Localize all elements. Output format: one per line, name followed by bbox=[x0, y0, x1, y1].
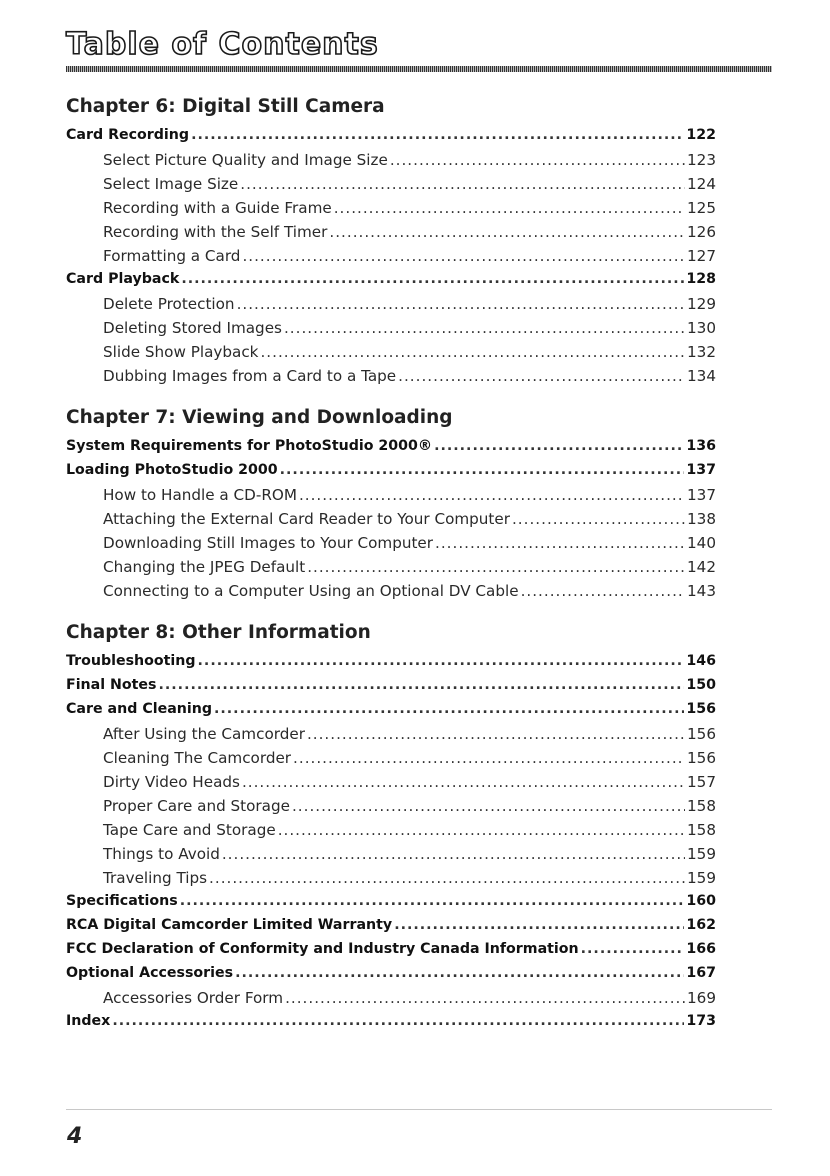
toc-subsection-entry[interactable] bbox=[66, 247, 716, 271]
toc-page-number: 130 bbox=[687, 319, 716, 337]
toc-subsection-entry[interactable] bbox=[66, 510, 716, 534]
toc-section-entry[interactable] bbox=[66, 127, 716, 151]
toc-page-number: 123 bbox=[687, 151, 716, 169]
dot-leader bbox=[299, 486, 685, 504]
dot-leader bbox=[284, 319, 685, 337]
toc-section-entry[interactable] bbox=[66, 893, 716, 917]
toc-entry-label: Final Notes bbox=[66, 677, 157, 693]
toc-entry-label: Select Image Size bbox=[103, 175, 239, 193]
toc-page-number: 142 bbox=[687, 558, 716, 576]
toc-entry-label: After Using the Camcorder bbox=[103, 725, 305, 743]
toc-page-number: 136 bbox=[686, 438, 716, 454]
toc-page-number: 166 bbox=[686, 941, 716, 957]
dot-leader bbox=[435, 534, 685, 552]
dot-leader bbox=[209, 869, 685, 887]
toc-entry-label: Recording with a Guide Frame bbox=[103, 199, 332, 217]
dot-leader bbox=[278, 821, 685, 839]
dot-leader bbox=[285, 989, 685, 1007]
toc-page-number: 140 bbox=[687, 534, 716, 552]
toc-section-entry[interactable] bbox=[66, 965, 716, 989]
toc-subsection-entry[interactable] bbox=[66, 582, 716, 606]
toc-entry-label: Proper Care and Storage bbox=[103, 797, 290, 815]
toc-subsection-entry[interactable] bbox=[66, 989, 716, 1013]
toc-entry-label: Cleaning The Camcorder bbox=[103, 749, 292, 767]
dot-leader bbox=[398, 367, 685, 385]
toc-subsection-entry[interactable] bbox=[66, 486, 716, 510]
dot-leader bbox=[521, 582, 685, 600]
toc-entry-label: Troubleshooting bbox=[66, 653, 196, 669]
toc-entry-label: System Requirements for PhotoStudio 2000® bbox=[66, 438, 433, 454]
dot-leader bbox=[191, 127, 684, 143]
toc-entry-label: Traveling Tips bbox=[103, 869, 208, 887]
dot-leader bbox=[260, 343, 685, 361]
toc-subsection-entry[interactable] bbox=[66, 749, 716, 773]
toc-entry-label: Slide Show Playback bbox=[103, 343, 259, 361]
toc-entry-label: Deleting Stored Images bbox=[103, 319, 282, 337]
toc-page-number: 158 bbox=[687, 797, 716, 815]
toc-entry-label: Downloading Still Images to Your Computer bbox=[103, 534, 434, 552]
toc-section-entry[interactable] bbox=[66, 1013, 716, 1037]
toc-page-number: 143 bbox=[687, 582, 716, 600]
chapter-heading: Chapter 6: Digital Still Camera bbox=[66, 96, 385, 117]
toc-subsection-entry[interactable] bbox=[66, 821, 716, 845]
toc-page-number: 146 bbox=[686, 653, 716, 669]
footer-rule bbox=[66, 1109, 772, 1110]
toc-subsection-entry[interactable] bbox=[66, 223, 716, 247]
chapter-heading: Chapter 7: Viewing and Downloading bbox=[66, 407, 453, 428]
toc-subsection-entry[interactable] bbox=[66, 869, 716, 893]
page-title: Table of Contents bbox=[66, 27, 379, 62]
toc-entry-label: Dirty Video Heads bbox=[103, 773, 240, 791]
toc-page-number: 138 bbox=[687, 510, 716, 528]
dot-leader bbox=[329, 223, 685, 241]
dot-leader bbox=[334, 199, 685, 217]
dot-leader bbox=[112, 1013, 684, 1029]
toc-page-number: 128 bbox=[686, 271, 716, 287]
dot-leader bbox=[581, 941, 685, 957]
toc-subsection-entry[interactable] bbox=[66, 845, 716, 869]
toc-subsection-entry[interactable] bbox=[66, 534, 716, 558]
toc-section-entry[interactable] bbox=[66, 677, 716, 701]
dot-leader bbox=[394, 917, 684, 933]
toc-entry-label: How to Handle a CD-ROM bbox=[103, 486, 297, 504]
toc-page-number: 137 bbox=[687, 486, 716, 504]
dot-leader bbox=[222, 845, 685, 863]
toc-page-number: 150 bbox=[686, 677, 716, 693]
toc-entry-label: Card Recording bbox=[66, 127, 190, 143]
dot-leader bbox=[242, 247, 685, 265]
toc-page-number: 173 bbox=[686, 1013, 716, 1029]
title-rule bbox=[66, 66, 772, 72]
toc-page-number: 124 bbox=[687, 175, 716, 193]
toc-section-entry[interactable] bbox=[66, 271, 716, 295]
dot-leader bbox=[434, 438, 684, 454]
toc-page-number: 156 bbox=[687, 725, 716, 743]
toc-page-number: 158 bbox=[687, 821, 716, 839]
toc-section-entry[interactable] bbox=[66, 941, 716, 965]
dot-leader bbox=[198, 653, 685, 669]
dot-leader bbox=[390, 151, 685, 169]
toc-page-number: 129 bbox=[687, 295, 716, 313]
toc-page-number: 125 bbox=[687, 199, 716, 217]
toc-entry-label: Things to Avoid bbox=[103, 845, 220, 863]
toc-subsection-entry[interactable] bbox=[66, 151, 716, 175]
toc-page-number: 159 bbox=[687, 845, 716, 863]
table-of-contents bbox=[66, 96, 716, 1037]
toc-entry-label: Index bbox=[66, 1013, 111, 1029]
dot-leader bbox=[237, 295, 685, 313]
toc-entry-label: Changing the JPEG Default bbox=[103, 558, 306, 576]
dot-leader bbox=[512, 510, 685, 528]
toc-section-entry[interactable] bbox=[66, 701, 716, 725]
toc-entry-label: Tape Care and Storage bbox=[103, 821, 276, 839]
toc-page-number: 132 bbox=[687, 343, 716, 361]
toc-page-number: 162 bbox=[686, 917, 716, 933]
toc-entry-label: Connecting to a Computer Using an Optional DV Cable bbox=[103, 582, 519, 600]
dot-leader bbox=[214, 701, 684, 717]
toc-section-entry[interactable] bbox=[66, 917, 716, 941]
dot-leader bbox=[235, 965, 684, 981]
dot-leader bbox=[181, 271, 684, 287]
toc-subsection-entry[interactable] bbox=[66, 773, 716, 797]
dot-leader bbox=[159, 677, 685, 693]
toc-entry-label: Card Playback bbox=[66, 271, 180, 287]
toc-section-entry[interactable] bbox=[66, 438, 716, 462]
toc-page-number: 156 bbox=[687, 749, 716, 767]
toc-entry-label: Formatting a Card bbox=[103, 247, 241, 265]
toc-entry-label: FCC Declaration of Conformity and Industry Canada Information bbox=[66, 941, 579, 957]
toc-section-entry[interactable] bbox=[66, 653, 716, 677]
toc-subsection-entry[interactable] bbox=[66, 295, 716, 319]
toc-page-number: 122 bbox=[686, 127, 716, 143]
toc-page-number: 160 bbox=[686, 893, 716, 909]
toc-entry-label: RCA Digital Camcorder Limited Warranty bbox=[66, 917, 393, 933]
toc-subsection-entry[interactable] bbox=[66, 343, 716, 367]
toc-entry-label: Recording with the Self Timer bbox=[103, 223, 328, 241]
dot-leader bbox=[242, 773, 685, 791]
toc-page-number: 137 bbox=[686, 462, 716, 478]
toc-entry-label: Loading PhotoStudio 2000 bbox=[66, 462, 278, 478]
toc-page-number: 159 bbox=[687, 869, 716, 887]
toc-section-entry[interactable] bbox=[66, 462, 716, 486]
toc-page-number: 127 bbox=[687, 247, 716, 265]
toc-entry-label: Care and Cleaning bbox=[66, 701, 213, 717]
toc-page-number: 157 bbox=[687, 773, 716, 791]
toc-entry-label: Accessories Order Form bbox=[103, 989, 284, 1007]
toc-page-number: 134 bbox=[687, 367, 716, 385]
toc-subsection-entry[interactable] bbox=[66, 797, 716, 821]
chapter-heading: Chapter 8: Other Information bbox=[66, 622, 371, 643]
toc-page-number: 126 bbox=[687, 223, 716, 241]
toc-entry-label: Delete Protection bbox=[103, 295, 235, 313]
toc-subsection-entry[interactable] bbox=[66, 367, 716, 391]
toc-entry-label: Specifications bbox=[66, 893, 178, 909]
toc-page-number: 167 bbox=[686, 965, 716, 981]
toc-entry-label: Attaching the External Card Reader to Your Computer bbox=[103, 510, 510, 528]
page-number: 4 bbox=[67, 1124, 83, 1149]
toc-page-number: 156 bbox=[686, 701, 716, 717]
toc-subsection-entry[interactable] bbox=[66, 725, 716, 749]
toc-subsection-entry[interactable] bbox=[66, 558, 716, 582]
dot-leader bbox=[180, 893, 685, 909]
dot-leader bbox=[307, 725, 685, 743]
dot-leader bbox=[292, 797, 685, 815]
toc-subsection-entry[interactable] bbox=[66, 319, 716, 343]
toc-subsection-entry[interactable] bbox=[66, 175, 716, 199]
toc-entry-label: Dubbing Images from a Card to a Tape bbox=[103, 367, 397, 385]
dot-leader bbox=[307, 558, 685, 576]
toc-entry-label: Select Picture Quality and Image Size bbox=[103, 151, 388, 169]
dot-leader bbox=[240, 175, 685, 193]
dot-leader bbox=[293, 749, 685, 767]
dot-leader bbox=[280, 462, 685, 478]
toc-subsection-entry[interactable] bbox=[66, 199, 716, 223]
toc-entry-label: Optional Accessories bbox=[66, 965, 234, 981]
toc-page-number: 169 bbox=[687, 989, 716, 1007]
